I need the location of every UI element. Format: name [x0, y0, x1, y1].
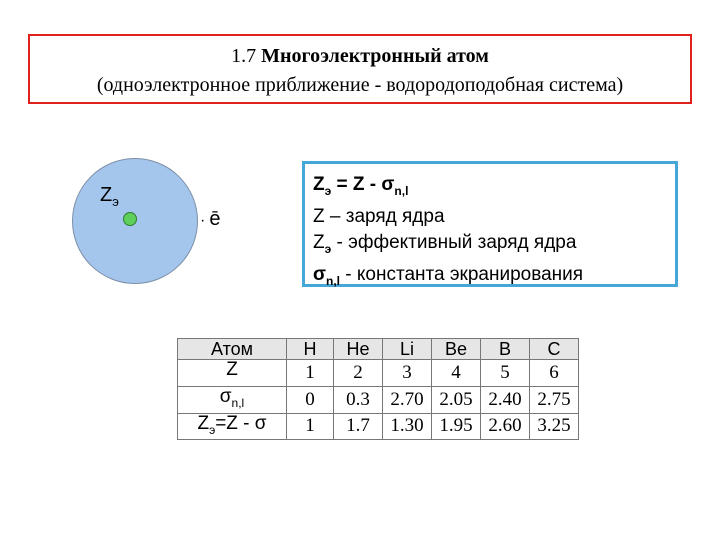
table-header-row [178, 339, 579, 360]
table-row [178, 360, 579, 387]
header-cell: He [334, 339, 383, 360]
table-cell: 1.7 [334, 413, 383, 440]
table-row [178, 386, 579, 413]
header-cell: B [481, 339, 530, 360]
header-cell: Be [432, 339, 481, 360]
table-cell: 2.05 [432, 386, 481, 413]
section-number: 1.7 [231, 45, 257, 67]
nucleus-label: $Z_э$ [100, 184, 119, 209]
header-cell: Li [383, 339, 432, 360]
definition-z: Z – заряд ядра [313, 205, 445, 227]
table-cell: 2.60 [481, 413, 530, 440]
header-cell: H [287, 339, 334, 360]
slide-subtitle: (одноэлектронное приближение - водородоподобная система) [96, 74, 624, 96]
table-cell: 4 [432, 360, 481, 387]
table-cell: 0 [287, 386, 334, 413]
table-row [178, 413, 579, 440]
screening-table [177, 338, 579, 440]
table-cell: 1.95 [432, 413, 481, 440]
table-cell: 2.40 [481, 386, 530, 413]
table-cell: 3.25 [530, 413, 579, 440]
formula-line: $Z_э = Z - \sigma_{n,l}$ [313, 174, 409, 198]
definitions-box [302, 161, 678, 287]
slide-title [30, 45, 690, 68]
table-cell: 1.30 [383, 413, 432, 440]
row-label: $Z_э=Z - \sigma$ [178, 413, 287, 440]
table-cell: 2.75 [530, 386, 579, 413]
table-cell: 0.3 [334, 386, 383, 413]
table-cell: 2 [334, 360, 383, 387]
table-cell: 2.70 [383, 386, 432, 413]
header-cell: C [530, 339, 579, 360]
nucleus-dot [123, 212, 137, 226]
table-cell: 6 [530, 360, 579, 387]
electron-dot: · [200, 212, 206, 229]
table-cell: 3 [383, 360, 432, 387]
table-cell: 5 [481, 360, 530, 387]
definition-zeff: $Z_э$ - эффективный заряд ядра [313, 231, 577, 256]
header-atom: Атом [178, 339, 287, 360]
row-label: Z [178, 360, 287, 387]
table-cell: 1 [287, 360, 334, 387]
title-box [28, 34, 692, 104]
definition-sigma: $\sigma_{n,l}$ - константа экранирования [313, 263, 584, 288]
section-heading: Многоэлектронный атом [261, 45, 489, 67]
electron-label: · ē [200, 208, 221, 230]
row-label: $\sigma_{n,l}$ [178, 386, 287, 413]
table-cell: 1 [287, 413, 334, 440]
